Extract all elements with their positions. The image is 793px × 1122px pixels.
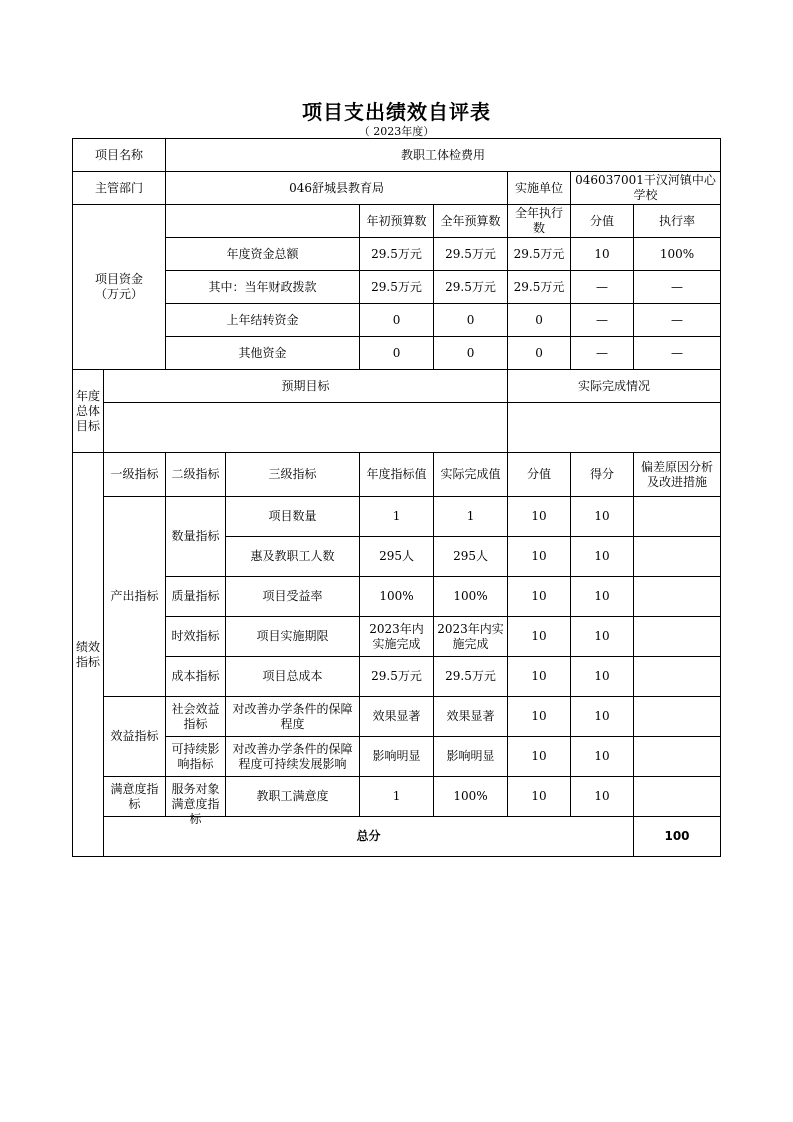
indicator-score: 10 [571, 537, 634, 577]
funds-header-blank [166, 205, 360, 238]
project-name-label: 项目名称 [73, 139, 166, 172]
total-row [73, 817, 721, 857]
funds-row-name: 年度资金总额 [166, 238, 360, 271]
indicator-deviation [634, 577, 721, 617]
indicator-target: 1 [360, 777, 434, 817]
project-row [73, 139, 721, 172]
page-title: 项目支出绩效自评表 [302, 100, 491, 124]
funds-cell: 0 [508, 337, 571, 370]
funds-row-name: 其中：当年财政拨款 [166, 271, 360, 304]
self-evaluation-table [72, 138, 721, 857]
perf-header: 实际完成值 [434, 453, 508, 497]
funds-cell: 0 [508, 304, 571, 337]
funds-cell: — [571, 271, 634, 304]
indicator-score-max: 10 [508, 497, 571, 537]
funds-row-name: 其他资金 [166, 337, 360, 370]
total-score-max: 100 [634, 817, 721, 857]
indicator-score: 10 [571, 497, 634, 537]
funds-row [73, 271, 721, 304]
perf-header: 偏差原因分析 及改进措施 [634, 453, 721, 497]
funds-cell: 29.5万元 [508, 271, 571, 304]
perf-row [73, 497, 721, 537]
indicator-actual: 2023年内实 施完成 [434, 617, 508, 657]
perf-row [73, 697, 721, 737]
funds-header: 全年执行数 [508, 205, 571, 238]
indicator-score-max: 10 [508, 657, 571, 697]
indicator-name: 项目受益率 [226, 577, 360, 617]
indicator-score-max: 10 [508, 737, 571, 777]
indicator-deviation [634, 697, 721, 737]
funds-row-name: 上年结转资金 [166, 304, 360, 337]
perf-header: 二级指标 [166, 453, 226, 497]
funds-cell: — [634, 271, 721, 304]
indicator-deviation [634, 737, 721, 777]
l2-label: 可持续影 响指标 [166, 737, 226, 777]
goals-actual-header: 实际完成情况 [508, 370, 721, 403]
benefit-label: 效益指标 [104, 697, 166, 777]
perf-header: 年度指标值 [360, 453, 434, 497]
project-name-value: 教职工体检费用 [166, 139, 721, 172]
indicator-score-max: 10 [508, 697, 571, 737]
goals-header-row [73, 370, 721, 403]
perf-header: 一级指标 [104, 453, 166, 497]
total-label: 总分 [104, 817, 634, 857]
funds-row [73, 304, 721, 337]
funds-header: 年初预算数 [360, 205, 434, 238]
perf-row [73, 617, 721, 657]
l2-label: 成本指标 [166, 657, 226, 697]
indicator-target: 影响明显 [360, 737, 434, 777]
perf-header: 三级指标 [226, 453, 360, 497]
funds-cell: — [571, 304, 634, 337]
funds-cell: — [634, 337, 721, 370]
indicator-score-max: 10 [508, 577, 571, 617]
indicator-name: 对改善办学条件的保障 程度可持续发展影响 [226, 737, 360, 777]
goals-content-row [73, 403, 721, 453]
funds-header: 分值 [571, 205, 634, 238]
funds-cell: 100% [634, 238, 721, 271]
indicator-deviation [634, 537, 721, 577]
indicator-actual: 效果显著 [434, 697, 508, 737]
indicator-score: 10 [571, 577, 634, 617]
funds-cell: 29.5万元 [360, 238, 434, 271]
indicator-deviation [634, 777, 721, 817]
l2-label: 社会效益 指标 [166, 697, 226, 737]
funds-label: 项目资金 （万元） [73, 205, 166, 370]
funds-header: 全年预算数 [434, 205, 508, 238]
indicator-target: 1 [360, 497, 434, 537]
indicator-score: 10 [571, 617, 634, 657]
satisfaction-label: 满意度指 标 [104, 777, 166, 817]
goals-expected-content [104, 403, 508, 453]
funds-cell: 29.5万元 [434, 238, 508, 271]
funds-cell: 29.5万元 [434, 271, 508, 304]
funds-header-row [73, 205, 721, 238]
goals-label: 年度 总体 目标 [73, 370, 104, 453]
dept-row [73, 172, 721, 205]
l2-label: 时效指标 [166, 617, 226, 657]
funds-cell: 0 [434, 337, 508, 370]
indicator-target: 29.5万元 [360, 657, 434, 697]
perf-row [73, 657, 721, 697]
indicator-name: 对改善办学条件的保障 程度 [226, 697, 360, 737]
indicator-name: 项目总成本 [226, 657, 360, 697]
goals-expected-header: 预期目标 [104, 370, 508, 403]
unit-value: 046037001干汉河镇中心学校 [571, 172, 721, 205]
indicator-score: 10 [571, 777, 634, 817]
indicator-target: 2023年内 实施完成 [360, 617, 434, 657]
indicator-name: 项目实施期限 [226, 617, 360, 657]
goals-actual-content [508, 403, 721, 453]
indicator-score: 10 [571, 737, 634, 777]
indicator-target: 100% [360, 577, 434, 617]
funds-cell: 0 [360, 304, 434, 337]
perf-header-row [73, 453, 721, 497]
indicator-deviation [634, 657, 721, 697]
funds-cell: 0 [360, 337, 434, 370]
l2-label: 质量指标 [166, 577, 226, 617]
indicator-actual: 影响明显 [434, 737, 508, 777]
perf-row [73, 577, 721, 617]
funds-cell: 29.5万元 [508, 238, 571, 271]
indicator-name: 惠及教职工人数 [226, 537, 360, 577]
indicator-target: 295人 [360, 537, 434, 577]
l2-label [166, 777, 226, 826]
funds-cell: 0 [434, 304, 508, 337]
funds-cell: 29.5万元 [360, 271, 434, 304]
l2-label-text: 服务对象 满意度指 标 [171, 781, 220, 826]
perf-row [73, 777, 721, 817]
funds-row [73, 238, 721, 271]
output-label: 产出指标 [104, 497, 166, 697]
year-subtitle: （ 2023年度） [358, 125, 435, 138]
indicator-actual: 29.5万元 [434, 657, 508, 697]
indicator-score-max: 10 [508, 777, 571, 817]
indicator-deviation [634, 617, 721, 657]
indicator-name: 教职工满意度 [226, 777, 360, 817]
funds-cell: 10 [571, 238, 634, 271]
funds-cell: — [634, 304, 721, 337]
indicator-score: 10 [571, 697, 634, 737]
indicator-score-max: 10 [508, 537, 571, 577]
perf-label: 绩效 指标 [73, 453, 104, 857]
funds-header: 执行率 [634, 205, 721, 238]
dept-value: 046舒城县教育局 [166, 172, 508, 205]
funds-cell: — [571, 337, 634, 370]
indicator-actual: 1 [434, 497, 508, 537]
perf-row [73, 737, 721, 777]
indicator-actual: 100% [434, 777, 508, 817]
indicator-target: 效果显著 [360, 697, 434, 737]
indicator-score: 10 [571, 657, 634, 697]
indicator-actual: 100% [434, 577, 508, 617]
indicator-deviation [634, 497, 721, 537]
perf-header: 分值 [508, 453, 571, 497]
indicator-name: 项目数量 [226, 497, 360, 537]
dept-label: 主管部门 [73, 172, 166, 205]
quantity-label: 数量指标 [166, 497, 226, 577]
perf-header: 得分 [571, 453, 634, 497]
indicator-actual: 295人 [434, 537, 508, 577]
funds-row [73, 337, 721, 370]
indicator-score-max: 10 [508, 617, 571, 657]
unit-label: 实施单位 [508, 172, 571, 205]
